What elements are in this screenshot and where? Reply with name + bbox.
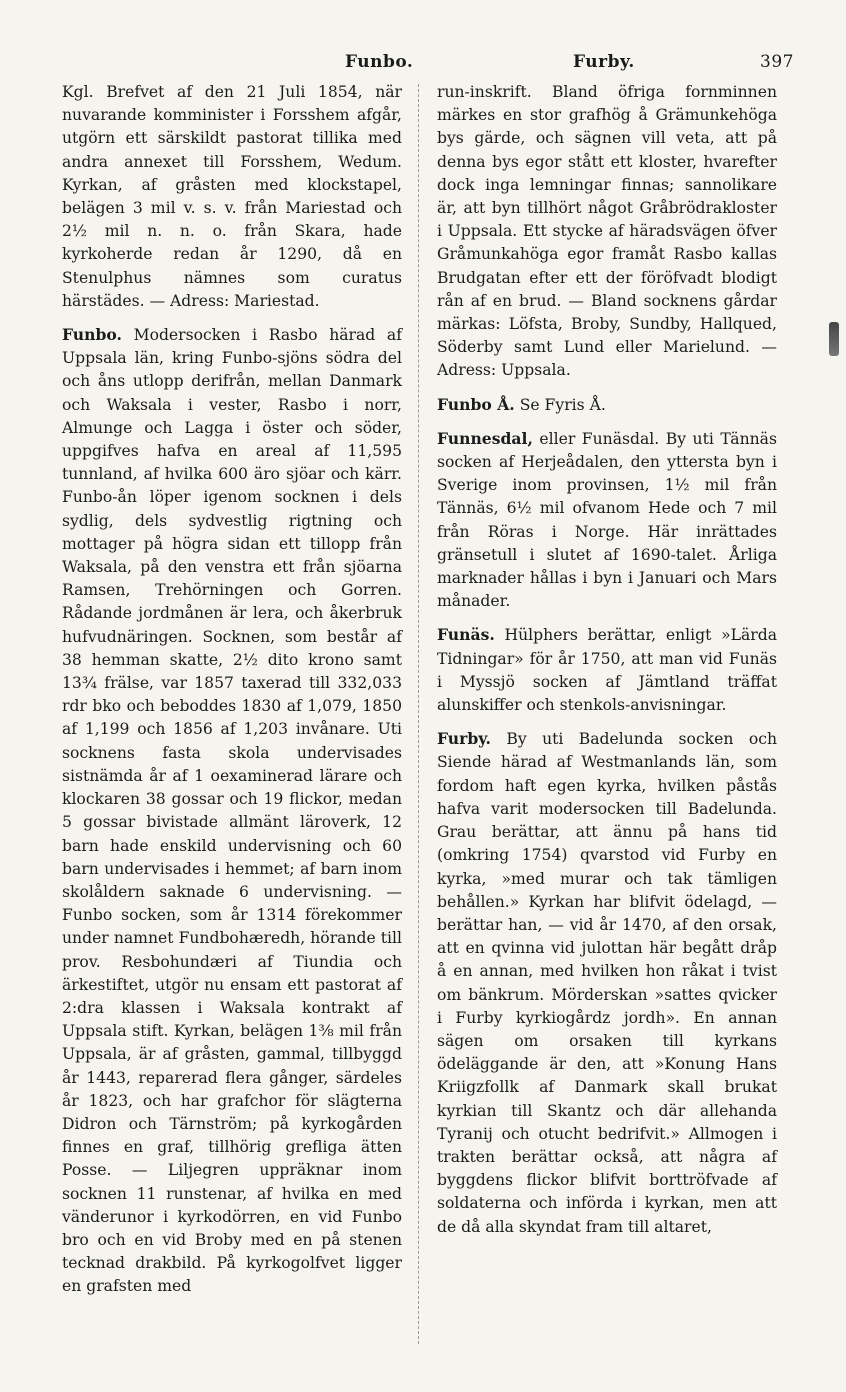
- entry-text: Hülphers berättar, enligt »Lärda Tidningar» för år 1750, att man vid Funäs i Myssjö socken af Jämtland träffat alunskiffer och stenkols-anvisningar.: [437, 626, 777, 715]
- entry-headword: Funbo Å.: [437, 394, 515, 414]
- entry-continuation: [437, 80, 777, 383]
- running-head-left: Funbo.: [345, 52, 414, 72]
- margin-ink-mark: [829, 322, 839, 356]
- entry-continuation: [62, 80, 402, 313]
- entry-text: Modersocken i Rasbo härad af Uppsala län, kring Funbo-sjöns södra del och åns utlopp derifrån, mellan Danmark och Waksala i vester, Rasbo i norr, Almunge och Lagga i öster och söder, uppgifves hafva en areal af 11,595 tunnland, af hvilka 600 äro sjöar och kärr. Funbo-ån löper igenom socknen i dels sydlig, dels sydvestlig rigtning och mottager på högra sidan ett tillopp från Waksala, på den venstra ett från sjöarna Ramsen, Trehörningen och Gorren. Rådande jordmånen är lera, och åkerbruk hufvudnäringen. Socknen, som består af 38 hemman skatte, 2½ dito krono samt 13¾ frälse, var 1857 taxerad till 332,033 rdr bko och beboddes 1830 af 1,079, 1850 af 1,199 och 1856 af 1,203 invånare. Uti socknens fasta skola undervisades sistnämda år af 1 oexaminerad lärare och klockaren 38 gossar och 19 flickor, medan 5 gossar bivistade allmänt läroverk, 12 barn hade enskild undervisning och 60 barn undervisades i hemmet; af barn inom skolåldern saknade 6 undervisning. — Funbo socken, som år 1314 förekommer under namnet Fundbohæredh, hörande till prov. Resbohundæri af Tiundia och ärkestiftet, utgör nu ensam ett pastorat af 2:dra klassen i Waksala kontrakt af Uppsala stift. Kyrkan, belägen 1⅜ mil från Uppsala, är af gråsten, gammal, tillbyggd år 1443, reparerad flera gånger, särdeles år 1823, och har grafchor för slägterna Didron och Tärnström; på kyrkogården finnes en graf, tillhörig grefliga ätten Posse. — Liljegren uppräknar inom socknen 11 runstenar, af hvilka en med vänderunor i kyrkodörren, en vid Funbo bro och en vid Broby med en på stenen tecknad drakbild. På kyrkogolfvet ligger en grafsten med: [62, 326, 402, 1296]
- entry-text: By uti Badelunda socken och Siende härad af Westmanlands län, som fordom haft egen kyrka, hvilken påstås hafva varit modersocken till Badelunda. Grau berättar, att ännu på hans tid (omkring 1754) qvarstod vid Furby en kyrka, »med murar och tak tämligen behållen.» Kyrkan har blifvit ödelagd, — berättar han, — vid år 1470, af den orsak, att en qvinna vid julottan här begått dråp å en annan, med hvilken hon råkat i tvist om bänkrum. Mörderskan »sattes qvicker i Furby kyrkiogårdz jordh». En annan sägen om orsaken till kyrkans ödeläggande är den, att »Konung Hans Kriigzfollk af Danmark skall brukat kyrkian till Skantz och där allehanda Tyranij och otucht bedrifvit.» Allmogen i trakten berättar också, att några af byggdens flickor blifvit borttröfvade af soldaterna och införda i kyrkan, men att de då alla skyndat fram till altaret,: [437, 730, 777, 1236]
- column-divider: [418, 84, 419, 1344]
- right-column: [437, 80, 777, 1249]
- running-head-right: Furby.: [573, 52, 635, 72]
- entry-headword: Funnesdal,: [437, 428, 533, 448]
- page-number: 397: [760, 52, 794, 72]
- entry-funbo-a: [437, 393, 777, 417]
- entry-headword: Funbo.: [62, 325, 122, 345]
- entry-text: eller Funäsdal. By uti Tännäs socken af Herjeådalen, den yttersta byn i Sverige inom provinsen, 1½ mil från Tännäs, 6½ mil ofvanom Hede och 7 mil från Röras i Norge. Här inrättades gränsetull i slutet af 1690-talet. Årliga marknader hållas i byn i Januari och Mars månader.: [437, 429, 777, 611]
- left-column: [62, 80, 402, 1309]
- entry-headword: Funäs.: [437, 625, 495, 645]
- entry-text: run-inskrift. Bland öfriga fornminnen märkes en stor grafhög å Grämunkehöga bys gärde, och sägnen vill veta, att på denna bys egor stått ett kloster, hvarefter dock inga lemningar finnas; sannolikare är, att byn tillhört något Gråbrödrakloster i Uppsala. Ett stycke af häradsvägen öfver Gråmunkahöga egor framåt Rasbo kallas Brudgatan efter ett der föröfvadt blodigt rån af en brud. — Bland socknens gårdar märkas: Löfsta, Broby, Sundby, Hallqued, Söderby samt Lund eller Marielund. — Adress: Uppsala.: [437, 83, 777, 380]
- entry-furby: [437, 727, 777, 1238]
- entry-funas: [437, 623, 777, 717]
- entry-headword: Furby.: [437, 729, 491, 749]
- entry-text: Se Fyris Å.: [514, 395, 606, 414]
- entry-funnesdal: [437, 427, 777, 614]
- entry-funbo: [62, 323, 402, 1299]
- entry-text: Kgl. Brefvet af den 21 Juli 1854, när nuvarande komminister i Forsshem afgår, utgörn ett särskildt pastorat tillika med andra annexet till Forsshem, Wedum. Kyrkan, af gråsten med klockstapel, belägen 3 mil v. s. v. från Mariestad och 2½ mil n. n. o. från Skara, hade kyrkoherde redan år 1290, då en Stenulphus nämnes som curatus härstädes. — Adress: Mariestad.: [62, 83, 402, 310]
